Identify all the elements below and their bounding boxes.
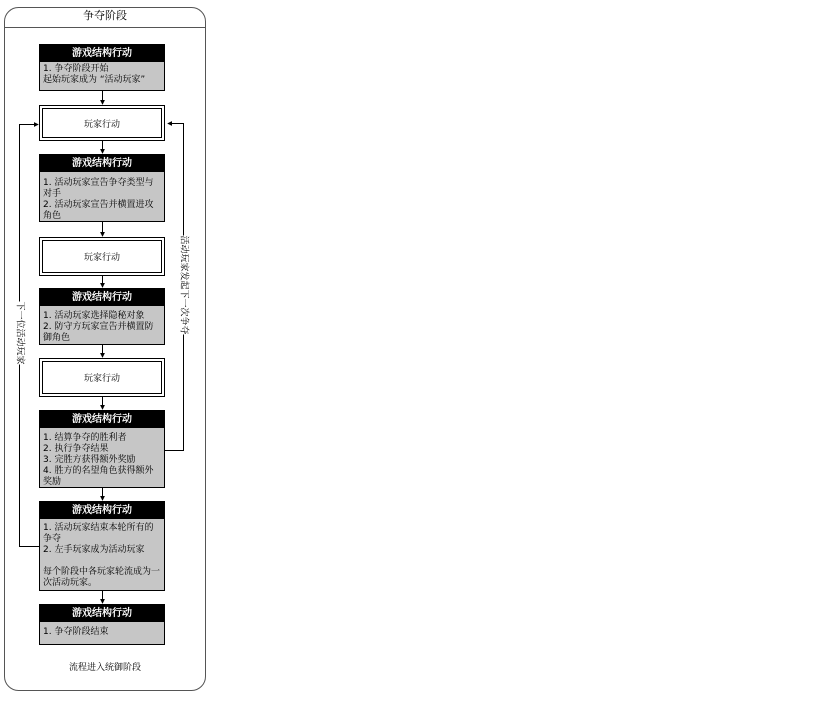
player-action-label: 玩家行动 — [42, 361, 162, 394]
block-5-line-4: 每个阶段中各玩家轮流成为一次活动玩家。 — [43, 567, 161, 588]
player-action-1 — [39, 105, 165, 141]
block-3-line-1: 1. 活动玩家选择隐秘对象 — [43, 311, 145, 321]
block-1-line-2: 起始玩家成为 “活动玩家” — [43, 75, 146, 85]
block-6-line-1: 1. 争夺阶段结束 — [43, 627, 109, 637]
block-4-line-2: 2. 执行争夺结果 — [43, 444, 109, 454]
structure-block-5 — [39, 501, 165, 591]
structure-block-2 — [39, 154, 165, 222]
block-4-line-3: 3. 完胜方获得额外奖励 — [43, 455, 136, 465]
structure-header: 游戏结构行动 — [40, 45, 164, 62]
structure-block-6 — [39, 604, 165, 645]
player-action-label: 玩家行动 — [42, 240, 162, 273]
block-5-spacer — [43, 556, 161, 567]
structure-header: 游戏结构行动 — [40, 502, 164, 519]
block-3-line-2: 2. 防守方玩家宣告并横置防御角色 — [43, 322, 154, 343]
block-5-line-2: 2. 左手玩家成为活动玩家 — [43, 545, 145, 555]
block-2-line-1: 1. 活动玩家宣告争夺类型与对手 — [43, 178, 154, 199]
block-5-line-1: 1. 活动玩家结束本轮所有的争夺 — [43, 523, 154, 544]
structure-header: 游戏结构行动 — [40, 605, 164, 622]
loop-right-label: 活动玩家发起下一次争夺 — [178, 235, 189, 335]
structure-block-4 — [39, 410, 165, 488]
block-4-line-1: 1. 结算争夺的胜利者 — [43, 433, 127, 443]
structure-header: 游戏结构行动 — [40, 411, 164, 428]
structure-header: 游戏结构行动 — [40, 289, 164, 306]
block-4-line-4: 4. 胜方的名望角色获得额外奖励 — [43, 466, 154, 487]
block-1-line-1: 1. 争夺阶段开始 — [43, 64, 109, 74]
structure-block-3 — [39, 288, 165, 345]
player-action-label: 玩家行动 — [42, 108, 162, 138]
structure-header: 游戏结构行动 — [40, 155, 164, 172]
block-2-line-2: 2. 活动玩家宣告并横置进攻角色 — [43, 200, 154, 221]
player-action-3 — [39, 358, 165, 397]
footer-text: 流程进入统御阶段 — [68, 663, 141, 673]
frame-title: 争夺阶段 — [83, 9, 127, 22]
loop-left-label: 下一位活动玩家 — [14, 301, 25, 365]
player-action-2 — [39, 237, 165, 276]
structure-block-1 — [39, 44, 165, 91]
